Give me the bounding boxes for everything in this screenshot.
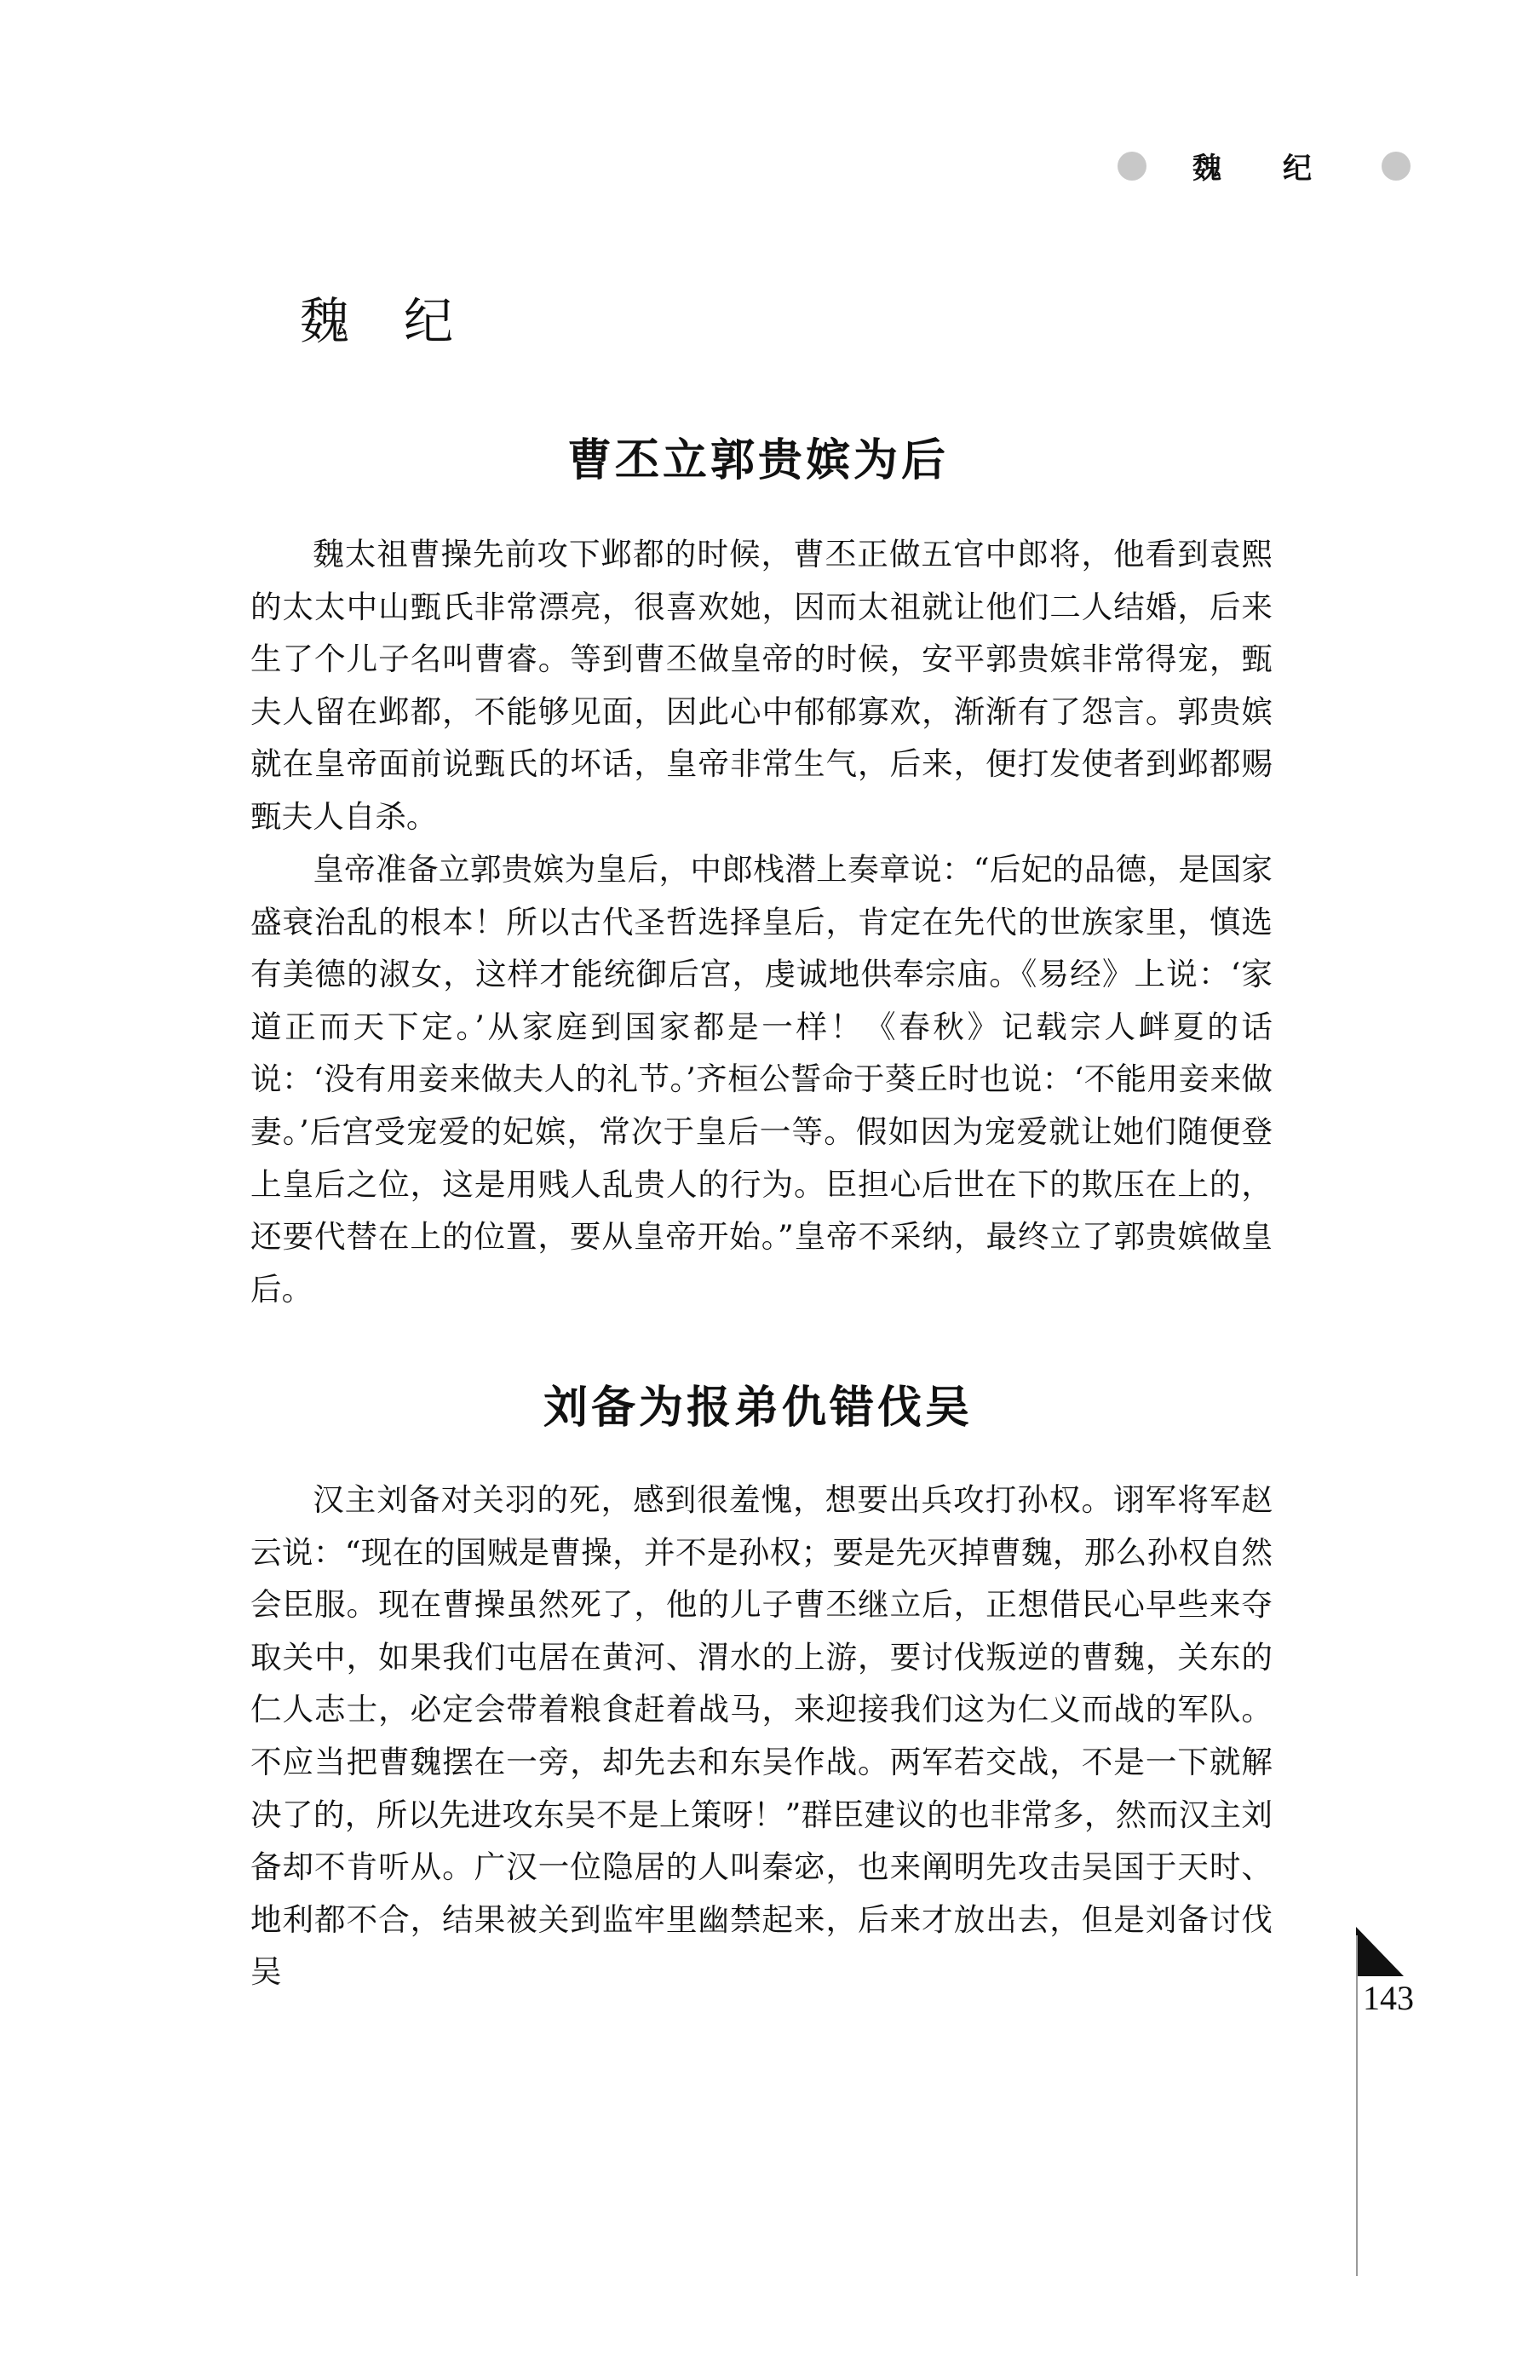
chapter-title: 魏纪 — [300, 292, 509, 350]
section-title: 曹丕立郭贵嫔为后 — [566, 435, 949, 486]
page-number: 143 — [1363, 1979, 1414, 2017]
header-dot-right — [1382, 152, 1411, 181]
running-header-title: 魏纪 — [1192, 152, 1373, 186]
header-dot-left — [1118, 152, 1146, 181]
running-header — [1107, 143, 1431, 194]
body-paragraph: 皇帝准备立郭贵嫔为皇后，中郎栈潜上奏章说：“后妃的品德，是国家盛衰治乱的根本！所以古代圣哲选择皇后，肯定在先代的世族家里，慎选有美德的淑女，这样才能统御后宫，虔诚地供奉宗庙。《易经》上说：‘家道正而天下定。’从家庭到国家都是一样！《春秋》记载宗人衅夏的话说：‘没有用妾来做夫人的礼节。’齐桓公誓命于葵丘时也说：‘不能用妾来做妻。’后宫受宠爱的妃嫔，常次于皇后一等。假如因为宠爱就让她们随便登上皇后之位，这是用贱人乱贵人的行为。臣担心后世在下的欺压在上的，还要代替在上的位置，要从皇帝开始。”皇帝不采纳，最终立了郭贵嫔做皇后。 — [250, 851, 1273, 1308]
margin-rule — [1356, 1935, 1358, 2276]
body-paragraph: 魏太祖曹操先前攻下邺都的时候，曹丕正做五官中郎将，他看到袁熙的太太中山甄氏非常漂亮，很喜欢她，因而太祖就让他们二人结婚，后来生了个儿子名叫曹睿。等到曹丕做皇帝的时候，安平郭贵嫔非常得宠，甄夫人留在邺都，不能够见面，因此心中郁郁寡欢，渐渐有了怨言。郭贵嫔就在皇帝面前说甄氏的坏话，皇帝非常生气，后来，便打发使者到邺都赐甄夫人自杀。 — [250, 536, 1273, 835]
page-corner-marker — [1356, 1927, 1404, 1976]
section-title: 刘备为报弟仇错伐吴 — [543, 1383, 973, 1434]
body-paragraph: 汉主刘备对关羽的死，感到很羞愧，想要出兵攻打孙权。诩军将军赵云说：“现在的国贼是曹操，并不是孙权；要是先灭掉曹魏，那么孙权自然会臣服。现在曹操虽然死了，他的儿子曹丕继立后，正想借民心早些来夺取关中，如果我们屯居在黄河、渭水的上游，要讨伐叛逆的曹魏，关东的仁人志士，必定会带着粮食赶着战马，来迎接我们这为仁义而战的军队。不应当把曹魏摆在一旁，却先去和东吴作战。两军若交战，不是一下就解决了的，所以先进攻东吴不是上策呀！”群臣建议的也非常多，然而汉主刘备却不肯听从。广汉一位隐居的人叫秦宓，也来阐明先攻击吴国于天时、地利都不合，结果被关到监牢里幽禁起来，后来才放出去，但是刘备讨伐吴 — [250, 1481, 1273, 1991]
